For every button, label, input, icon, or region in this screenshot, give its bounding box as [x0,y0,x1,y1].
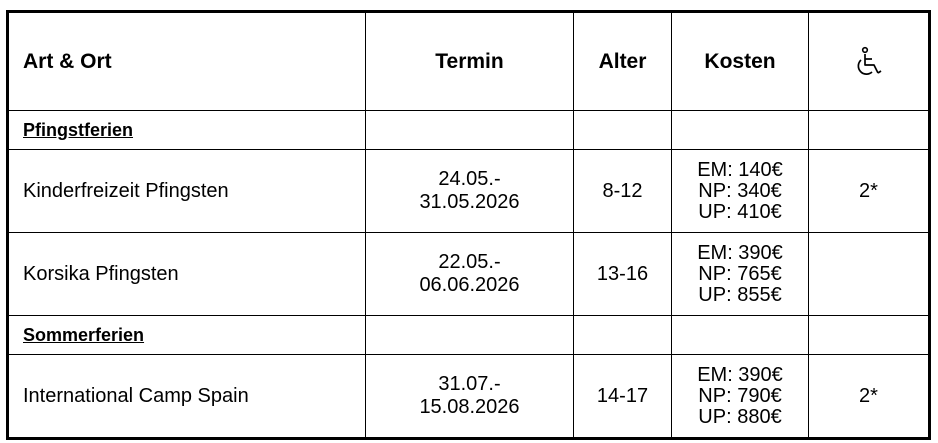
camp-dates [366,150,574,233]
cost-em: EM: 390€ [697,363,783,386]
camp-age: 14-17 [574,355,672,438]
camp-age: 13-16 [574,233,672,316]
section-title: Pfingstferien [9,111,366,150]
camp-age: 8-12 [574,150,672,233]
table-header-row [9,13,929,111]
date-start: 22.05.- [438,251,501,273]
camp-costs [672,150,809,233]
cost-up: UP: 855€ [698,283,782,306]
table-row [9,355,929,438]
header-art-ort: Art & Ort [9,13,366,111]
cost-up: UP: 880€ [698,405,782,428]
header-accessibility [809,13,929,111]
date-start: 31.07.- [438,373,501,395]
camp-costs [672,355,809,438]
cost-np: NP: 765€ [698,262,782,285]
section-row [9,111,929,150]
wheelchair-icon [854,49,884,72]
date-start: 24.05.- [438,168,501,190]
cost-em: EM: 390€ [697,241,783,264]
accessible-places: 2* [809,355,929,438]
table-row [9,233,929,316]
camp-name: Korsika Pfingsten [9,233,366,316]
date-end: 15.08.2026 [419,396,520,418]
table-row [9,150,929,233]
camp-costs [672,233,809,316]
cost-np: NP: 340€ [698,179,782,202]
date-end: 31.05.2026 [419,191,520,213]
header-alter: Alter [574,13,672,111]
camp-name: International Camp Spain [9,355,366,438]
section-row [9,316,929,355]
header-kosten: Kosten [672,13,809,111]
accessible-places [809,233,929,316]
camp-name: Kinderfreizeit Pfingsten [9,150,366,233]
cost-em: EM: 140€ [697,158,783,181]
camps-table [8,12,929,438]
accessible-places: 2* [809,150,929,233]
camp-dates [366,233,574,316]
header-termin: Termin [366,13,574,111]
date-end: 06.06.2026 [419,274,520,296]
section-title: Sommerferien [9,316,366,355]
cost-np: NP: 790€ [698,384,782,407]
camp-dates [366,355,574,438]
cost-up: UP: 410€ [698,200,782,223]
